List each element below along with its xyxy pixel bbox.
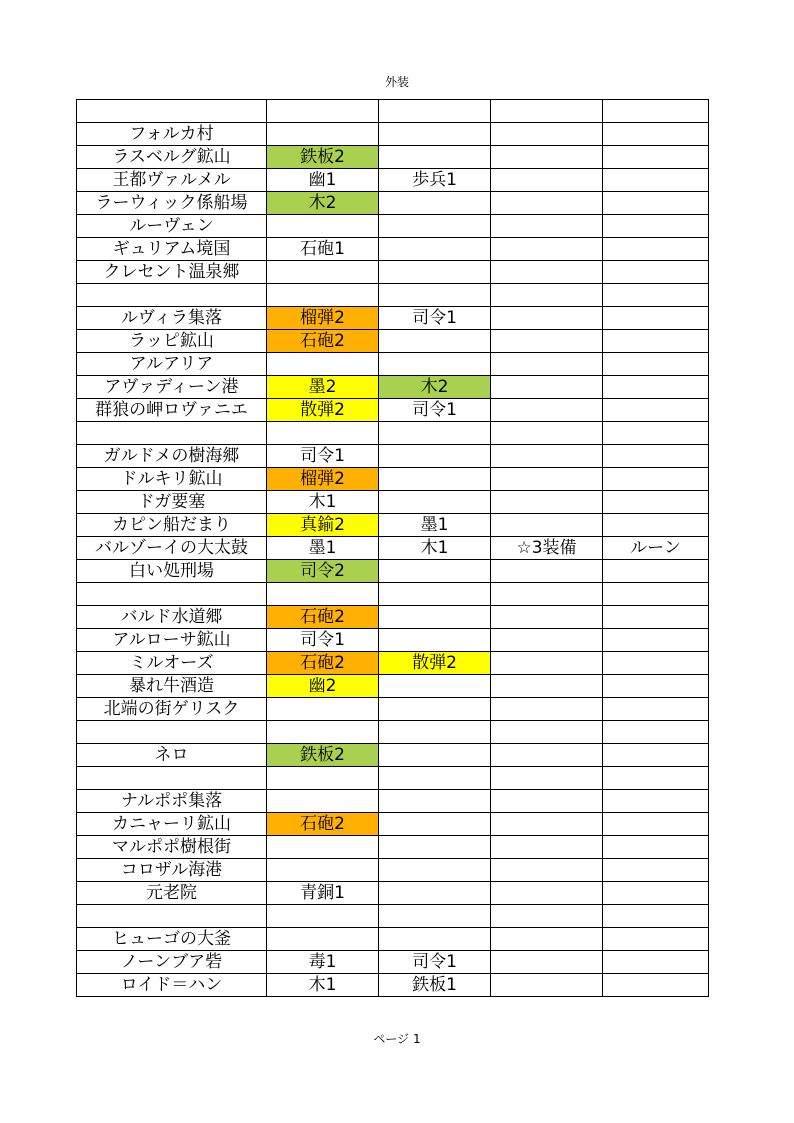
material-cell-2[interactable] (379, 790, 491, 813)
material-cell-3[interactable] (491, 974, 603, 997)
material-cell-4[interactable] (603, 675, 709, 698)
table-row (77, 399, 709, 422)
location-cell[interactable]: バルド水道郷 (77, 606, 267, 629)
material-cell-4[interactable] (603, 330, 709, 353)
material-cell-1[interactable]: 榴弾2 (267, 468, 379, 491)
material-cell-1[interactable] (267, 353, 379, 376)
material-cell-4[interactable] (603, 744, 709, 767)
material-cell-4[interactable] (603, 376, 709, 399)
material-cell-1[interactable] (267, 721, 379, 744)
material-cell-2[interactable] (379, 100, 491, 123)
material-cell-1[interactable]: 石砲2 (267, 652, 379, 675)
table-row (77, 882, 709, 905)
location-cell[interactable]: ラーウィック係船場 (77, 192, 267, 215)
page-title: 外装 (384, 75, 409, 89)
material-cell-4[interactable] (603, 790, 709, 813)
material-cell-2[interactable] (379, 905, 491, 928)
material-cell-4[interactable] (603, 583, 709, 606)
material-cell-1[interactable]: 鉄板2 (267, 744, 379, 767)
table-row (77, 905, 709, 928)
material-cell-2[interactable] (379, 928, 491, 951)
material-cell-2[interactable] (379, 767, 491, 790)
table-row (77, 353, 709, 376)
location-cell[interactable]: ミルオーズ (77, 652, 267, 675)
location-cell[interactable]: アルローサ鉱山 (77, 629, 267, 652)
material-cell-2[interactable] (379, 353, 491, 376)
location-cell[interactable] (77, 721, 267, 744)
material-cell-2[interactable]: 散弾2 (379, 652, 491, 675)
material-cell-3[interactable] (491, 859, 603, 882)
material-cell-2[interactable]: 木2 (379, 376, 491, 399)
material-cell-3[interactable] (491, 238, 603, 261)
table-row (77, 836, 709, 859)
location-cell[interactable]: 群狼の岬ロヴァニエ (77, 399, 267, 422)
location-cell[interactable]: ドルキリ鉱山 (77, 468, 267, 491)
material-cell-2[interactable]: 歩兵1 (379, 169, 491, 192)
location-cell[interactable]: ドガ要塞 (77, 491, 267, 514)
material-cell-2[interactable] (379, 422, 491, 445)
material-cell-3[interactable] (491, 100, 603, 123)
location-cell[interactable]: ギュリアム境国 (77, 238, 267, 261)
material-cell-1[interactable]: 石砲2 (267, 813, 379, 836)
material-cell-3[interactable] (491, 422, 603, 445)
material-cell-4[interactable] (603, 859, 709, 882)
material-cell-1[interactable] (267, 836, 379, 859)
material-cell-2[interactable] (379, 330, 491, 353)
material-cell-4[interactable] (603, 813, 709, 836)
material-cell-3[interactable] (491, 192, 603, 215)
material-cell-3[interactable] (491, 123, 603, 146)
material-cell-1[interactable] (267, 422, 379, 445)
material-cell-1[interactable]: 墨2 (267, 376, 379, 399)
location-cell[interactable]: 元老院 (77, 882, 267, 905)
material-cell-2[interactable] (379, 445, 491, 468)
table-row (77, 790, 709, 813)
material-cell-3[interactable] (491, 261, 603, 284)
material-cell-2[interactable] (379, 215, 491, 238)
material-cell-4[interactable] (603, 514, 709, 537)
material-cell-4[interactable] (603, 721, 709, 744)
material-cell-4[interactable] (603, 399, 709, 422)
material-cell-2[interactable]: 鉄板1 (379, 974, 491, 997)
material-cell-4[interactable] (603, 192, 709, 215)
table-row (77, 100, 709, 123)
location-cell[interactable]: ガルドメの樹海郷 (77, 445, 267, 468)
material-cell-1[interactable] (267, 859, 379, 882)
table-row (77, 560, 709, 583)
table-row (77, 123, 709, 146)
material-cell-1[interactable]: 司令1 (267, 445, 379, 468)
material-cell-4[interactable] (603, 928, 709, 951)
table-row (77, 468, 709, 491)
material-cell-2[interactable]: 木1 (379, 537, 491, 560)
table-row (77, 376, 709, 399)
table-row (77, 721, 709, 744)
material-cell-4[interactable] (603, 468, 709, 491)
material-cell-3[interactable] (491, 836, 603, 859)
table-row (77, 698, 709, 721)
material-cell-1[interactable] (267, 698, 379, 721)
location-cell[interactable]: コロザル海港 (77, 859, 267, 882)
material-cell-2[interactable]: 司令1 (379, 951, 491, 974)
table-row (77, 675, 709, 698)
material-cell-4[interactable] (603, 836, 709, 859)
material-cell-4[interactable] (603, 905, 709, 928)
table-body (77, 100, 709, 997)
location-cell[interactable]: ルーヴェン (77, 215, 267, 238)
material-cell-3[interactable] (491, 606, 603, 629)
material-cell-4[interactable] (603, 445, 709, 468)
material-cell-1[interactable]: 石砲1 (267, 238, 379, 261)
material-cell-3[interactable] (491, 215, 603, 238)
material-cell-3[interactable] (491, 744, 603, 767)
location-cell[interactable]: ノーンブア砦 (77, 951, 267, 974)
location-cell[interactable] (77, 422, 267, 445)
location-cell[interactable]: ラスベルグ鉱山 (77, 146, 267, 169)
location-cell[interactable] (77, 100, 267, 123)
material-cell-1[interactable]: 石砲2 (267, 330, 379, 353)
material-cell-1[interactable]: 墨1 (267, 537, 379, 560)
material-cell-2[interactable]: 司令1 (379, 307, 491, 330)
table-row (77, 261, 709, 284)
location-cell[interactable] (77, 905, 267, 928)
material-cell-3[interactable] (491, 813, 603, 836)
material-cell-4[interactable] (603, 951, 709, 974)
material-cell-4[interactable] (603, 353, 709, 376)
material-cell-3[interactable]: ☆3装備 (491, 537, 603, 560)
material-cell-4[interactable] (603, 261, 709, 284)
location-cell[interactable]: ルヴィラ集落 (77, 307, 267, 330)
location-cell[interactable]: フォルカ村 (77, 123, 267, 146)
table-row (77, 928, 709, 951)
material-cell-1[interactable]: 青銅1 (267, 882, 379, 905)
location-cell[interactable]: マルポポ樹根街 (77, 836, 267, 859)
location-cell[interactable]: 王都ヴァルメル (77, 169, 267, 192)
material-cell-1[interactable] (267, 284, 379, 307)
table-row (77, 813, 709, 836)
material-cell-2[interactable] (379, 698, 491, 721)
material-cell-4[interactable] (603, 882, 709, 905)
table-row (77, 422, 709, 445)
material-cell-2[interactable]: 司令1 (379, 399, 491, 422)
material-cell-3[interactable] (491, 330, 603, 353)
table-row (77, 514, 709, 537)
location-cell[interactable]: 白い処刑場 (77, 560, 267, 583)
material-cell-2[interactable] (379, 192, 491, 215)
material-cell-4[interactable] (603, 238, 709, 261)
location-cell[interactable] (77, 284, 267, 307)
location-table (76, 99, 709, 997)
material-cell-2[interactable] (379, 560, 491, 583)
material-cell-3[interactable] (491, 790, 603, 813)
material-cell-1[interactable] (267, 123, 379, 146)
material-cell-4[interactable] (603, 698, 709, 721)
location-cell[interactable]: アルアリア (77, 353, 267, 376)
material-cell-1[interactable]: 鉄板2 (267, 146, 379, 169)
table-row (77, 744, 709, 767)
table-row (77, 169, 709, 192)
table-row (77, 606, 709, 629)
material-cell-1[interactable]: 木2 (267, 192, 379, 215)
material-cell-3[interactable] (491, 491, 603, 514)
material-cell-4[interactable] (603, 146, 709, 169)
material-cell-2[interactable] (379, 629, 491, 652)
material-cell-3[interactable] (491, 399, 603, 422)
location-cell[interactable]: ラッピ鉱山 (77, 330, 267, 353)
material-cell-4[interactable] (603, 606, 709, 629)
table-row (77, 445, 709, 468)
material-cell-2[interactable] (379, 859, 491, 882)
material-cell-1[interactable] (267, 261, 379, 284)
material-cell-1[interactable]: 散弾2 (267, 399, 379, 422)
material-cell-1[interactable] (267, 928, 379, 951)
material-cell-1[interactable]: 司令1 (267, 629, 379, 652)
material-cell-4[interactable] (603, 974, 709, 997)
table-row (77, 951, 709, 974)
location-cell[interactable] (77, 767, 267, 790)
table-row (77, 974, 709, 997)
material-cell-4[interactable] (603, 100, 709, 123)
material-cell-4[interactable] (603, 307, 709, 330)
material-cell-1[interactable] (267, 767, 379, 790)
material-cell-1[interactable]: 毒1 (267, 951, 379, 974)
location-cell[interactable] (77, 583, 267, 606)
location-cell[interactable]: 北端の街ゲリスク (77, 698, 267, 721)
material-cell-3[interactable] (491, 652, 603, 675)
material-cell-1[interactable] (267, 905, 379, 928)
table-row (77, 767, 709, 790)
material-cell-2[interactable]: 墨1 (379, 514, 491, 537)
material-cell-3[interactable] (491, 560, 603, 583)
material-cell-2[interactable] (379, 284, 491, 307)
table-row (77, 537, 709, 560)
material-cell-2[interactable] (379, 813, 491, 836)
material-cell-2[interactable] (379, 491, 491, 514)
location-cell[interactable]: カピン船だまり (77, 514, 267, 537)
location-cell[interactable]: ヒューゴの大釜 (77, 928, 267, 951)
material-cell-4[interactable] (603, 652, 709, 675)
material-cell-2[interactable] (379, 882, 491, 905)
material-cell-4[interactable] (603, 767, 709, 790)
material-cell-3[interactable] (491, 146, 603, 169)
material-cell-3[interactable] (491, 767, 603, 790)
material-cell-2[interactable] (379, 836, 491, 859)
table-row (77, 238, 709, 261)
material-cell-1[interactable]: 石砲2 (267, 606, 379, 629)
location-cell[interactable]: ロイド＝ハン (77, 974, 267, 997)
material-cell-2[interactable] (379, 146, 491, 169)
material-cell-1[interactable]: 木1 (267, 974, 379, 997)
material-cell-1[interactable] (267, 215, 379, 238)
material-cell-3[interactable] (491, 169, 603, 192)
material-cell-3[interactable] (491, 284, 603, 307)
material-cell-3[interactable] (491, 698, 603, 721)
material-cell-1[interactable]: 幽1 (267, 169, 379, 192)
material-cell-3[interactable] (491, 307, 603, 330)
material-cell-3[interactable] (491, 514, 603, 537)
material-cell-4[interactable] (603, 491, 709, 514)
material-cell-3[interactable] (491, 905, 603, 928)
location-cell[interactable]: カニャーリ鉱山 (77, 813, 267, 836)
material-cell-3[interactable] (491, 353, 603, 376)
table-row (77, 859, 709, 882)
material-cell-4[interactable]: ルーン (603, 537, 709, 560)
material-cell-2[interactable] (379, 675, 491, 698)
table-row (77, 652, 709, 675)
material-cell-4[interactable] (603, 560, 709, 583)
table-row (77, 330, 709, 353)
material-cell-1[interactable]: 榴弾2 (267, 307, 379, 330)
material-cell-1[interactable] (267, 583, 379, 606)
material-cell-4[interactable] (603, 169, 709, 192)
material-cell-1[interactable]: 真鍮2 (267, 514, 379, 537)
material-cell-4[interactable] (603, 422, 709, 445)
material-cell-2[interactable] (379, 583, 491, 606)
material-cell-3[interactable] (491, 376, 603, 399)
material-cell-2[interactable] (379, 238, 491, 261)
material-cell-2[interactable] (379, 744, 491, 767)
material-cell-4[interactable] (603, 284, 709, 307)
location-cell[interactable]: クレセント温泉郷 (77, 261, 267, 284)
material-cell-3[interactable] (491, 583, 603, 606)
material-cell-3[interactable] (491, 721, 603, 744)
material-cell-3[interactable] (491, 951, 603, 974)
material-cell-2[interactable] (379, 606, 491, 629)
material-cell-3[interactable] (491, 928, 603, 951)
material-cell-1[interactable]: 司令2 (267, 560, 379, 583)
location-cell[interactable]: 暴れ牛酒造 (77, 675, 267, 698)
material-cell-1[interactable]: 幽2 (267, 675, 379, 698)
location-cell[interactable]: ネロ (77, 744, 267, 767)
material-cell-1[interactable]: 木1 (267, 491, 379, 514)
material-cell-2[interactable] (379, 721, 491, 744)
location-cell[interactable]: バルゾーイの大太鼓 (77, 537, 267, 560)
material-cell-3[interactable] (491, 675, 603, 698)
material-cell-2[interactable] (379, 123, 491, 146)
page-footer: ページ 1 (373, 1032, 421, 1046)
material-cell-3[interactable] (491, 468, 603, 491)
table-row (77, 192, 709, 215)
material-cell-2[interactable] (379, 261, 491, 284)
material-cell-2[interactable] (379, 468, 491, 491)
table-row (77, 583, 709, 606)
material-cell-4[interactable] (603, 123, 709, 146)
location-cell[interactable]: アヴァディーン港 (77, 376, 267, 399)
table-row (77, 284, 709, 307)
table-row (77, 215, 709, 238)
material-cell-4[interactable] (603, 629, 709, 652)
material-cell-3[interactable] (491, 445, 603, 468)
material-cell-3[interactable] (491, 629, 603, 652)
material-cell-1[interactable] (267, 100, 379, 123)
location-cell[interactable]: ナルポポ集落 (77, 790, 267, 813)
table-row (77, 491, 709, 514)
table-row (77, 146, 709, 169)
table-row (77, 629, 709, 652)
material-cell-1[interactable] (267, 790, 379, 813)
table-row (77, 307, 709, 330)
material-cell-3[interactable] (491, 882, 603, 905)
material-cell-4[interactable] (603, 215, 709, 238)
